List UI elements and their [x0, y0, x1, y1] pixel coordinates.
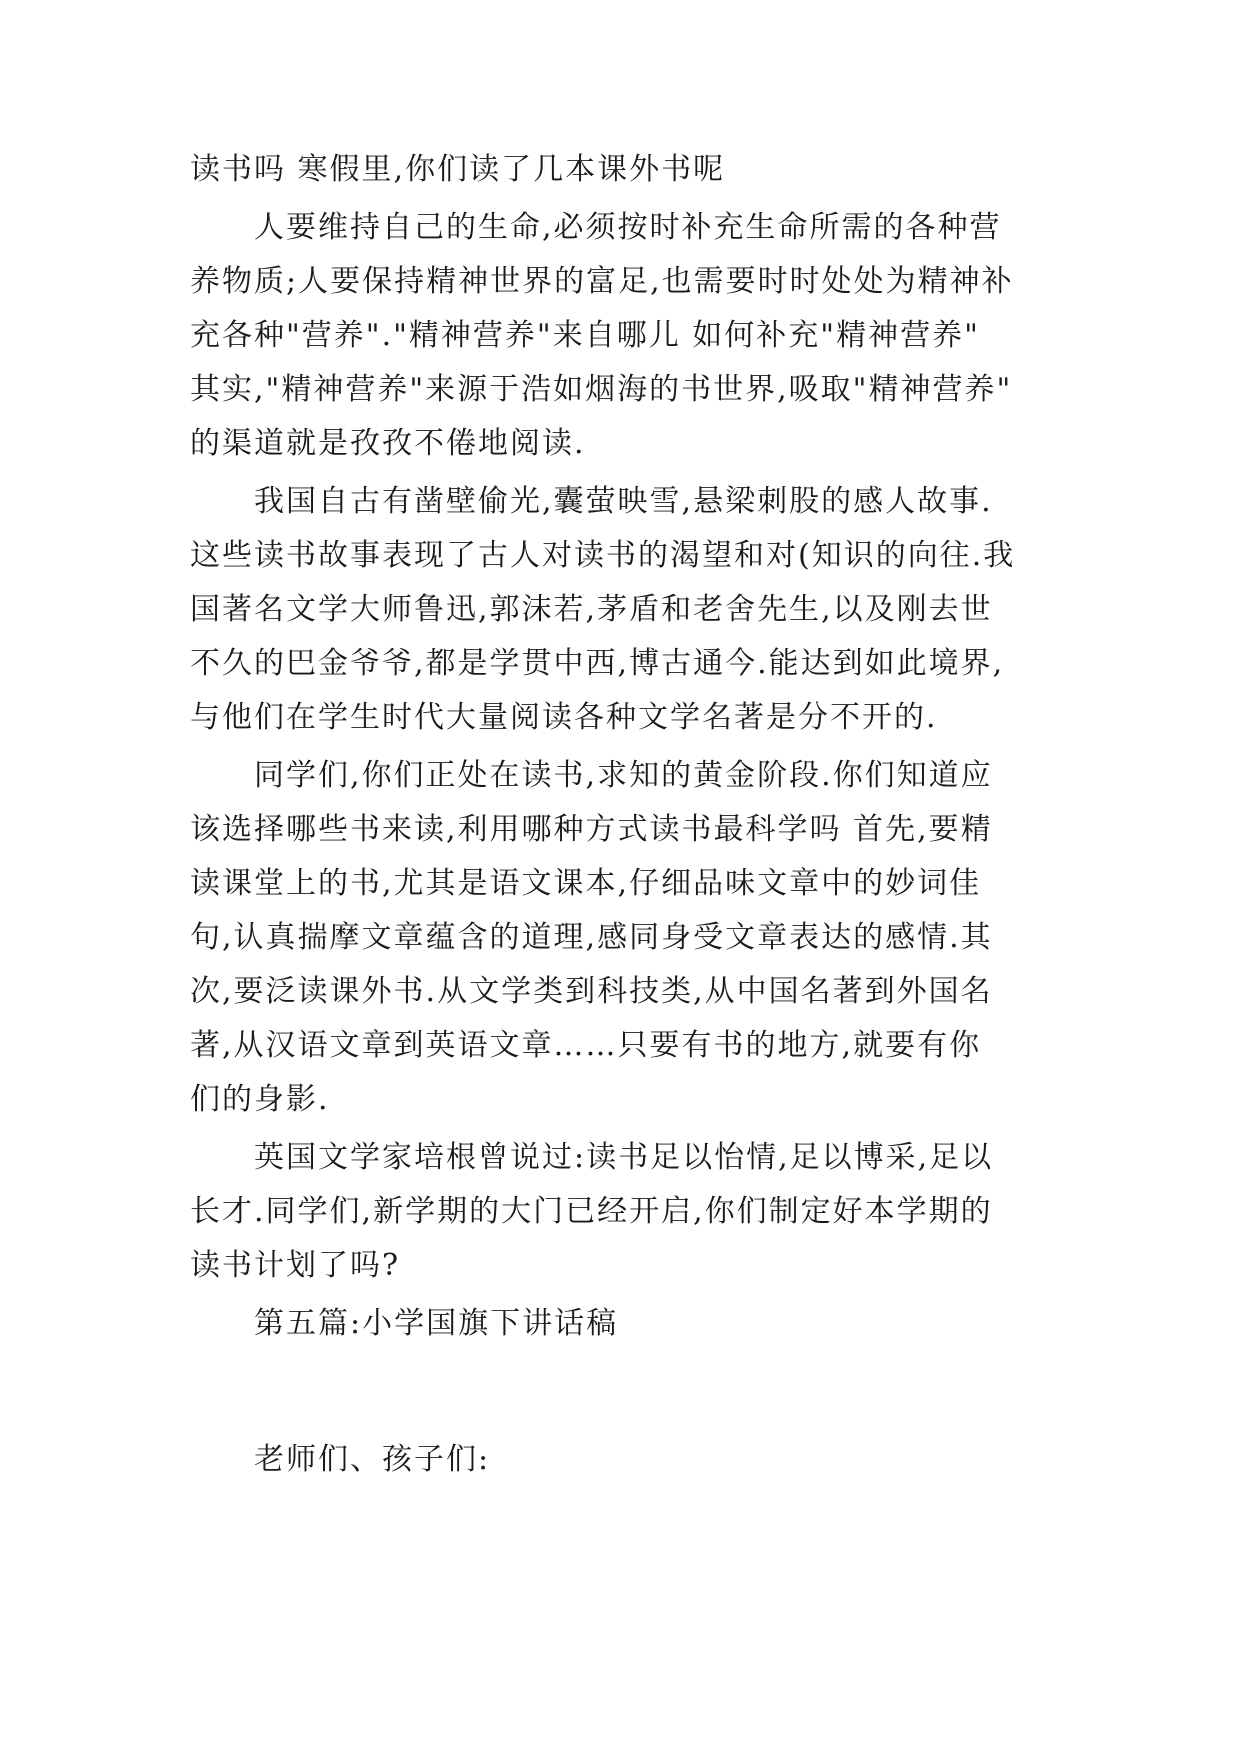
text-line: 读课堂上的书,尤其是语文课本,仔细品味文章中的妙词佳	[190, 866, 982, 901]
text-line: 著,从汉语文章到英语文章……只要有书的地方,就要有你	[190, 1028, 982, 1063]
text-line: 读书吗 寒假里,你们读了几本课外书呢	[190, 152, 726, 187]
salutation: 老师们、孩子们:	[254, 1442, 491, 1477]
text-line: 句,认真揣摩文章蕴含的道理,感同身受文章表达的感情.其	[190, 920, 993, 955]
text-line: 的渠道就是孜孜不倦地阅读.	[190, 426, 586, 461]
text-line: 长才.同学们,新学期的大门已经开启,你们制定好本学期的	[190, 1194, 993, 1229]
text-line: 养物质;人要保持精神世界的富足,也需要时时处处为精神补	[190, 264, 1014, 299]
text-line: 不久的巴金爷爷,都是学贯中西,博古通今.能达到如此境界,	[190, 646, 1005, 681]
paragraph-first-line: 英国文学家培根曾说过:读书足以怡情,足以博采,足以	[254, 1140, 994, 1175]
paragraph-first-line: 我国自古有凿壁偷光,囊萤映雪,悬梁刺股的感人故事.	[254, 484, 993, 519]
text-line: 这些读书故事表现了古人对读书的渴望和对(知识的向往.我	[190, 538, 1016, 573]
text-line: 们的身影.	[190, 1082, 330, 1117]
paragraph-first-line: 人要维持自己的生命,必须按时补充生命所需的各种营	[254, 210, 1002, 245]
section-heading: 第五篇:小学国旗下讲话稿	[254, 1306, 619, 1341]
text-line: 其实,"精神营养"来源于浩如烟海的书世界,吸取"精神营养"	[190, 372, 1013, 407]
text-line: 该选择哪些书来读,利用哪种方式读书最科学吗 首先,要精	[190, 812, 993, 847]
text-line: 与他们在学生时代大量阅读各种文学名著是分不开的.	[190, 700, 938, 735]
text-line: 次,要泛读课外书.从文学类到科技类,从中国名著到外国名	[190, 974, 993, 1009]
paragraph-first-line: 同学们,你们正处在读书,求知的黄金阶段.你们知道应	[254, 758, 993, 793]
text-line: 国著名文学大师鲁迅,郭沫若,茅盾和老舍先生,以及刚去世	[190, 592, 993, 627]
text-line: 读书计划了吗?	[190, 1248, 401, 1283]
text-line: 充各种"营养"."精神营养"来自哪儿 如何补充"精神营养"	[190, 318, 980, 353]
